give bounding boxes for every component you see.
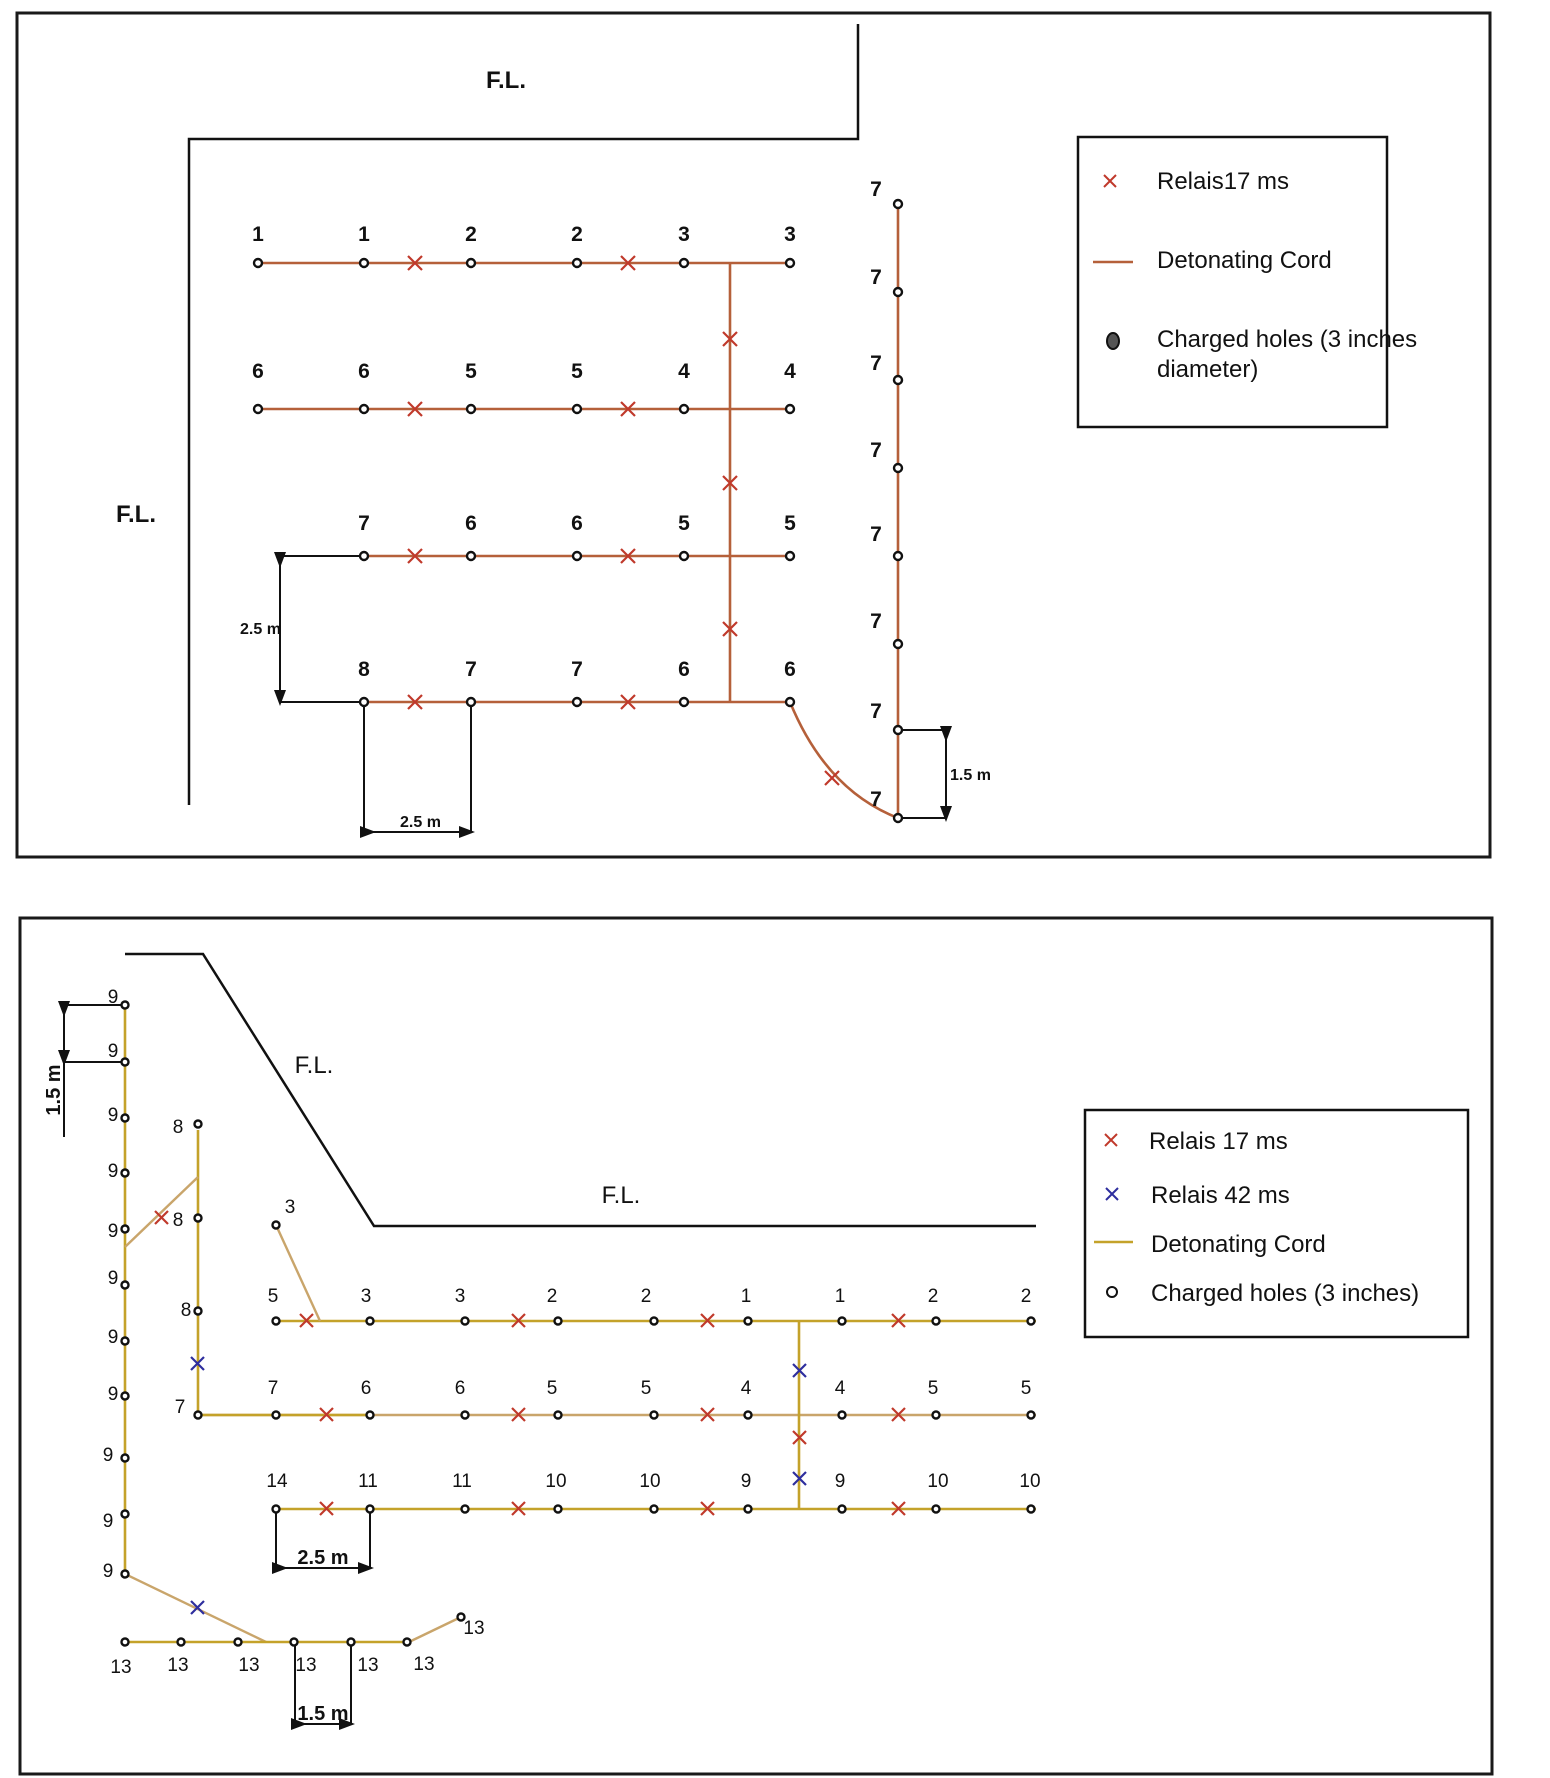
svg-text:5: 5 [640,1378,652,1399]
free-face-line [189,24,858,805]
svg-text:6: 6 [465,512,477,535]
legend-bottom [1085,1110,1468,1337]
svg-text:2: 2 [465,223,477,246]
svg-text:8: 8 [172,1117,184,1138]
svg-text:13: 13 [413,1654,435,1675]
free-face-label-top: F.L. [486,67,526,94]
svg-text:6: 6 [678,658,690,681]
dimension-label-horizontal-2-5: 2.5 m [297,1547,349,1569]
svg-text:7: 7 [870,788,882,811]
delay-labels-bottom [103,987,1041,1678]
svg-text:7: 7 [465,658,477,681]
svg-text:2: 2 [1020,1286,1032,1307]
svg-text:10: 10 [545,1471,567,1492]
svg-text:2: 2 [546,1286,558,1307]
svg-text:2: 2 [571,223,583,246]
svg-text:13: 13 [357,1655,379,1676]
svg-text:9: 9 [107,1384,119,1405]
svg-text:9: 9 [107,1327,119,1348]
svg-text:1: 1 [252,223,264,246]
dimension-label-horizontal-1-5: 1.5 m [297,1703,349,1725]
svg-text:7: 7 [870,523,882,546]
svg-text:6: 6 [360,1378,372,1399]
svg-text:3: 3 [784,223,796,246]
svg-text:10: 10 [639,1471,661,1492]
svg-text:5: 5 [784,512,796,535]
svg-text:5: 5 [465,360,477,383]
dimension-lines [280,556,946,832]
svg-text:9: 9 [102,1511,114,1532]
legend-item-cord: Detonating Cord [1157,247,1332,274]
svg-text:6: 6 [252,360,264,383]
svg-text:9: 9 [107,987,119,1008]
legend-item-cord: Detonating Cord [1151,1231,1326,1258]
svg-text:9: 9 [107,1161,119,1182]
detonating-cord-network [258,204,898,818]
svg-text:13: 13 [167,1655,189,1676]
relay-17ms-markers [155,1211,905,1515]
svg-text:7: 7 [870,178,882,201]
legend-item-holes: Charged holes (3 inches [1157,326,1418,353]
legend-item-relay-17: Relais 17 ms [1149,1128,1288,1155]
svg-text:3: 3 [284,1197,296,1218]
svg-text:11: 11 [452,1471,472,1492]
svg-text:7: 7 [358,512,370,535]
dimension-label-column: 1.5 m [950,767,991,784]
free-face-line [125,954,1036,1226]
legend-item-holes: Charged holes (3 inches) [1151,1280,1420,1307]
svg-text:9: 9 [740,1471,752,1492]
svg-text:5: 5 [927,1378,939,1399]
svg-text:4: 4 [678,360,690,383]
svg-text:6: 6 [358,360,370,383]
svg-text:8: 8 [358,658,370,681]
svg-text:13: 13 [110,1657,132,1678]
svg-text:3: 3 [454,1286,466,1307]
legend-top [1078,137,1417,427]
svg-text:7: 7 [870,439,882,462]
dimension-label-vertical: 1.5 m [43,1064,65,1116]
charged-holes-bottom [122,1002,1035,1646]
bottom-panel [20,918,1492,1774]
svg-text:9: 9 [107,1105,119,1126]
svg-text:1: 1 [834,1286,846,1307]
svg-text:9: 9 [834,1471,846,1492]
charged-hole-icon [1107,1287,1117,1297]
svg-text:9: 9 [102,1561,114,1582]
svg-text:6: 6 [784,658,796,681]
svg-text:4: 4 [834,1378,846,1399]
svg-text:13: 13 [238,1655,260,1676]
svg-text:13: 13 [463,1618,485,1639]
free-face-label-horizontal: F.L. [601,1182,641,1209]
svg-text:8: 8 [180,1300,192,1321]
charged-hole-icon [1107,333,1119,349]
svg-text:5: 5 [546,1378,558,1399]
svg-text:1: 1 [358,223,370,246]
svg-text:11: 11 [358,1471,378,1492]
svg-text:10: 10 [1019,1471,1041,1492]
svg-text:3: 3 [678,223,690,246]
detonating-cord-network [125,1005,1036,1642]
legend-item-relay-17: Relais17 ms [1157,168,1290,195]
svg-text:2: 2 [927,1286,939,1307]
svg-text:5: 5 [267,1286,279,1307]
svg-text:3: 3 [360,1286,372,1307]
top-panel [17,13,1490,857]
svg-text:7: 7 [870,266,882,289]
svg-text:4: 4 [740,1378,752,1399]
legend-item-holes-line2: diameter) [1157,356,1259,383]
svg-text:10: 10 [927,1471,949,1492]
svg-text:9: 9 [107,1268,119,1289]
free-face-label-diagonal: F.L. [294,1052,334,1079]
svg-text:6: 6 [571,512,583,535]
svg-text:8: 8 [172,1210,184,1231]
svg-text:13: 13 [295,1655,317,1676]
svg-text:9: 9 [107,1041,119,1062]
svg-text:6: 6 [454,1378,466,1399]
dimension-label-horizontal: 2.5 m [400,814,441,831]
svg-text:5: 5 [678,512,690,535]
svg-text:5: 5 [1020,1378,1032,1399]
svg-text:7: 7 [571,658,583,681]
legend-item-relay-42: Relais 42 ms [1151,1182,1290,1209]
svg-text:5: 5 [571,360,583,383]
delay-labels-top [252,178,882,811]
svg-text:7: 7 [870,352,882,375]
svg-text:7: 7 [870,700,882,723]
svg-text:7: 7 [870,610,882,633]
svg-text:1: 1 [740,1286,752,1307]
charged-holes-top [254,200,902,822]
svg-text:7: 7 [267,1378,279,1399]
dimension-label-vertical: 2.5 m [240,621,281,638]
free-face-label-left: F.L. [116,501,156,528]
svg-text:14: 14 [266,1471,288,1492]
svg-text:4: 4 [784,360,796,383]
svg-text:7: 7 [174,1397,186,1418]
svg-text:9: 9 [107,1221,119,1242]
svg-text:9: 9 [102,1445,114,1466]
svg-text:2: 2 [640,1286,652,1307]
